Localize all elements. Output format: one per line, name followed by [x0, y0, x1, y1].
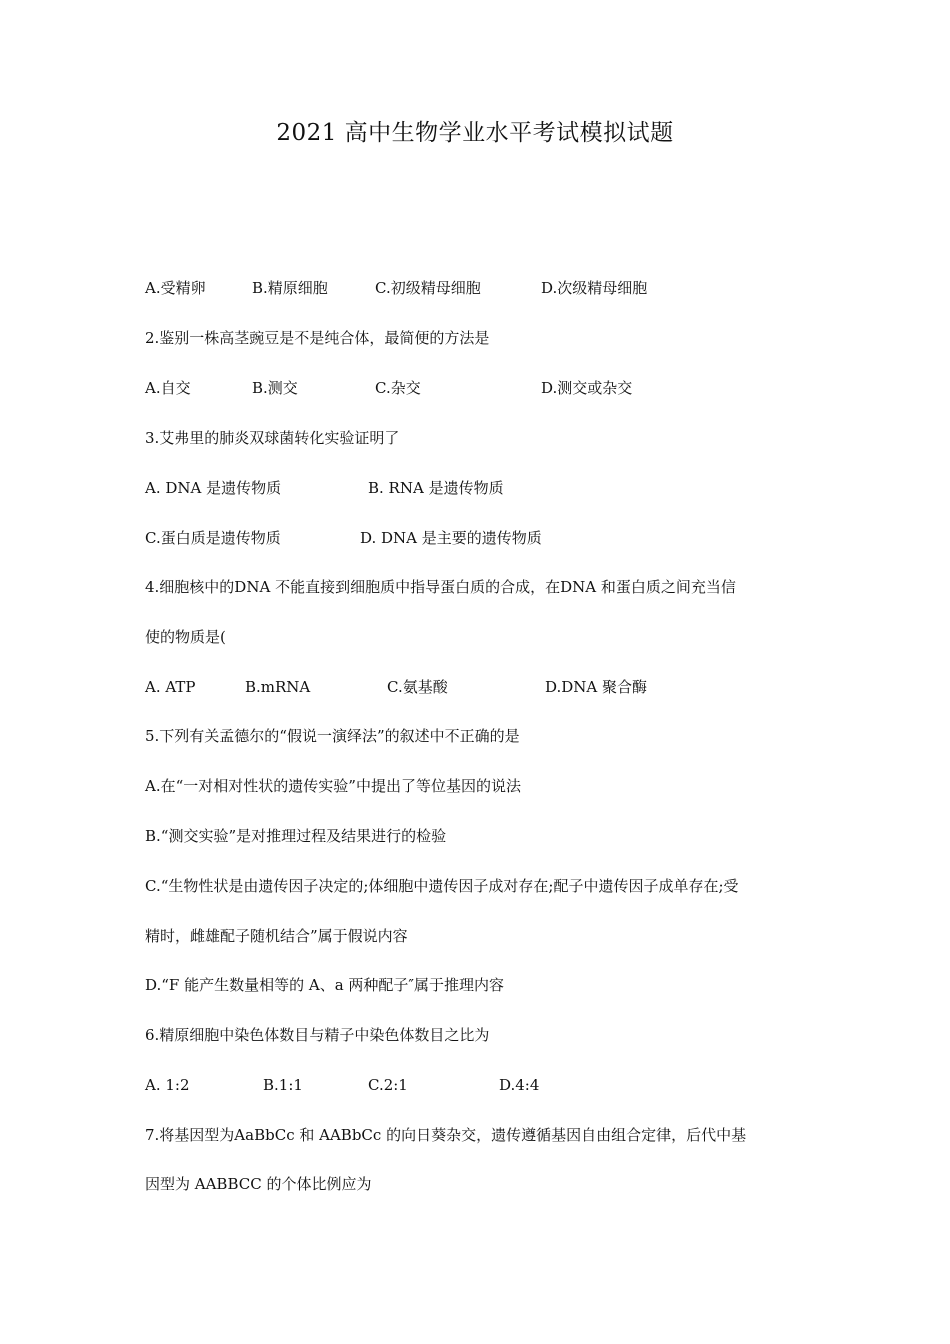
q2-stem: 2.鉴别一株高茎豌豆是不是纯合体，最简便的方法是 [145, 329, 490, 347]
q6-option-d: D.4:4 [499, 1076, 540, 1094]
q1-option-d: D.次级精母细胞 [541, 279, 648, 297]
q5-option-d: D.“F 能产生数量相等的 A、a 两种配子″属于推理内容 [145, 976, 505, 994]
q4-option-b: B.mRNA [245, 678, 311, 696]
q2-option-d: D.测交或杂交 [541, 379, 633, 397]
page-title: 2021 高中生物学业水平考试模拟试题 [276, 120, 674, 146]
q5-option-c-line-2: 精时，雌雄配子随机结合”属于假说内容 [145, 927, 408, 945]
q5-option-c-line-1: C.“生物性状是由遗传因子决定的;体细胞中遗传因子成对存在;配子中遗传因子成单存在;受 [145, 877, 739, 895]
q2-option-a: A.自交 [145, 379, 191, 397]
q6-option-b: B.1:1 [263, 1076, 303, 1094]
q6-option-a: A. 1:2 [145, 1076, 190, 1094]
q1-option-a: A.受精卵 [145, 279, 206, 297]
q6-stem: 6.精原细胞中染色体数目与精子中染色体数目之比为 [145, 1026, 490, 1044]
q3-stem: 3.艾弗里的肺炎双球菌转化实验证明了 [145, 429, 400, 447]
q4-stem-line-2: 使的物质是( [145, 628, 226, 646]
q4-option-c: C.氨基酸 [387, 678, 448, 696]
q5-option-a: A.在“一对相对性状的遗传实验”中提出了等位基因的说法 [145, 777, 521, 795]
q1-option-c: C.初级精母细胞 [375, 279, 481, 297]
q3-option-c: C.蛋白质是遗传物质 [145, 529, 281, 547]
q2-option-c: C.杂交 [375, 379, 421, 397]
q4-option-d: D.DNA 聚合酶 [545, 678, 648, 696]
q4-stem-line-1: 4.细胞核中的DNA 不能直接到细胞质中指导蛋白质的合成，在DNA 和蛋白质之间充当信 [145, 578, 736, 596]
q3-option-b: B. RNA 是遗传物质 [368, 479, 504, 497]
q5-option-b: B.“测交实验”是对推理过程及结果进行的检验 [145, 827, 447, 845]
q3-option-a: A. DNA 是遗传物质 [145, 479, 282, 497]
q7-stem-line-1: 7.将基因型为AaBbCc 和 AABbCc 的向日葵杂交，遗传遵循基因自由组合定律，后代中基 [145, 1126, 747, 1144]
q2-option-b: B.测交 [252, 379, 298, 397]
q4-option-a: A. ATP [145, 678, 196, 696]
q3-option-d: D. DNA 是主要的遗传物质 [360, 529, 542, 547]
q6-option-c: C.2:1 [368, 1076, 408, 1094]
q1-option-b: B.精原细胞 [252, 279, 328, 297]
q7-stem-line-2: 因型为 AABBCC 的个体比例应为 [145, 1175, 372, 1193]
q5-stem: 5.下列有关孟德尔的“假说一演绎法”的叙述中不正确的是 [145, 727, 520, 745]
